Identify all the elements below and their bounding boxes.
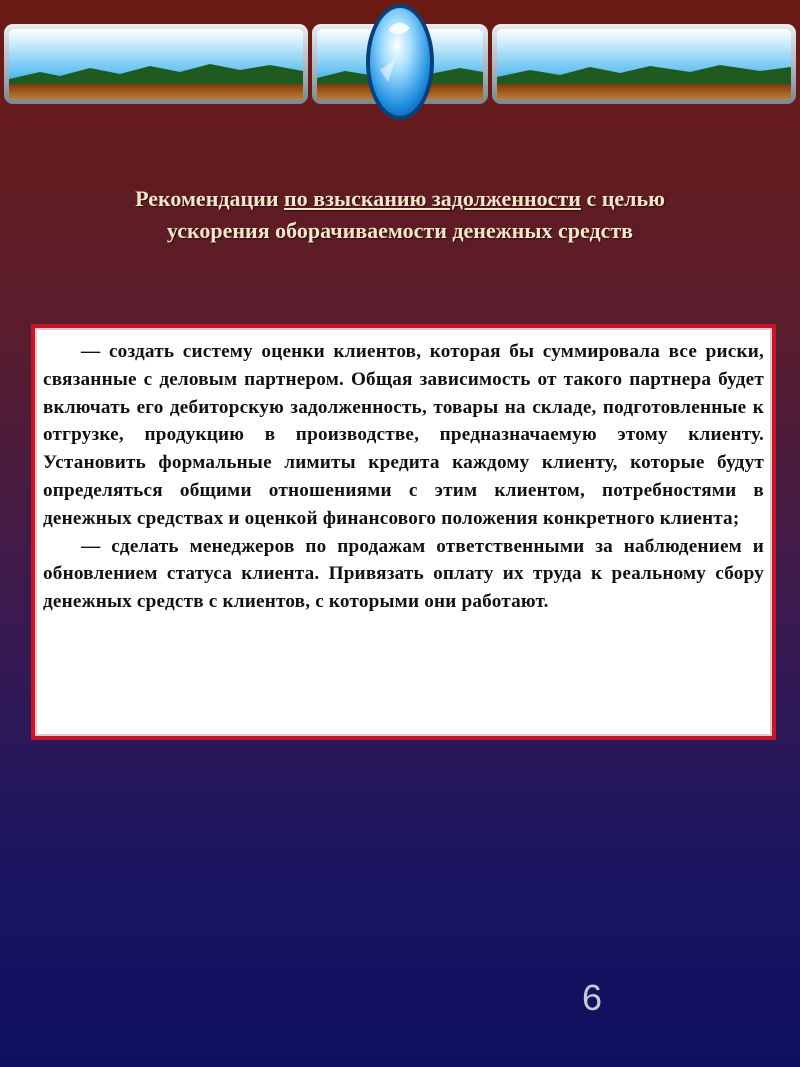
slide-title-line-1 — [40, 183, 760, 215]
banner-panel-left — [4, 24, 308, 104]
title-underlined-phrase: по взысканию задолженности — [284, 186, 581, 211]
recommendation-paragraph-2: — сделать менеджеров по продажам ответственными за наблюдением и обновлением статуса клиента. Привязать оплату их труда к реальному сбору денежных средств с клиентов, с которыми они работают. — [43, 535, 764, 613]
recommendation-paragraph-1: — создать систему оценки клиентов, которая бы суммировала все риски, связанные с деловым партнером. Общая зависимость от такого партнера будет включать его дебиторскую задолженность, товары на складе, подготовленные к отгрузке, продукцию в производстве, предназначаемую этому клиенту. Установить формальные лимиты кредита каждому клиенту, которые будут определяться общими отношениями с этим клиентом, потребностями в денежных средствах и оценкой финансового положения конкретного клиента; — [43, 341, 764, 529]
slide-title — [40, 183, 760, 247]
crystal-gem-icon — [366, 4, 434, 120]
page-number: 6 — [581, 977, 603, 1018]
title-prefix: Рекомендации — [135, 186, 285, 211]
slide-title-line-2: ускорения оборачиваемости денежных средств — [166, 218, 634, 243]
recommendations-panel — [31, 324, 776, 740]
header-banner — [0, 0, 800, 140]
banner-panel-right — [492, 24, 796, 104]
title-suffix: с целью — [580, 186, 665, 211]
